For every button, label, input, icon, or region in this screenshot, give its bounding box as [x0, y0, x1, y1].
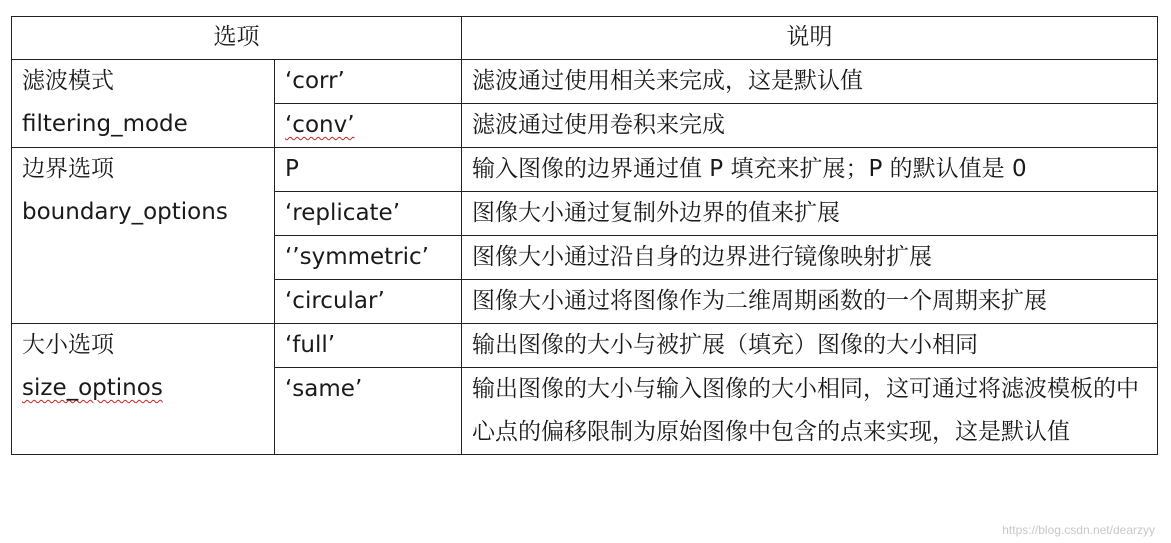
group-name-en: boundary_options — [22, 199, 228, 225]
option-description: 图像大小通过复制外边界的值来扩展 — [462, 192, 1158, 236]
option-description: 输入图像的边界通过值 P 填充来扩展；P 的默认值是 0 — [462, 148, 1158, 192]
option-value: ‘corr’ — [275, 60, 462, 104]
spellcheck-underlined-value: ‘conv’ — [285, 112, 355, 138]
option-description: 滤波通过使用卷积来完成 — [462, 104, 1158, 148]
option-description: 滤波通过使用相关来完成，这是默认值 — [462, 60, 1158, 104]
table-row — [12, 60, 1158, 104]
group-name-cn: 滤波模式 — [22, 68, 114, 94]
table-row — [12, 324, 1158, 368]
spellcheck-underlined-name: size_optinos — [22, 375, 163, 401]
option-value: ‘replicate’ — [275, 192, 462, 236]
group-filtering-mode — [12, 60, 275, 148]
option-description: 图像大小通过将图像作为二维周期函数的一个周期来扩展 — [462, 280, 1158, 324]
group-boundary-options — [12, 148, 275, 324]
table-header-row — [12, 17, 1158, 60]
header-option: 选项 — [12, 17, 462, 60]
group-name-cn: 边界选项 — [22, 156, 114, 182]
option-value: ‘circular’ — [275, 280, 462, 324]
option-value — [275, 104, 462, 148]
table-row — [12, 148, 1158, 192]
watermark: https://blog.csdn.net/dearzyy — [1002, 523, 1155, 537]
option-value: ‘same’ — [275, 368, 462, 455]
option-description: 输出图像的大小与被扩展（填充）图像的大小相同 — [462, 324, 1158, 368]
group-name-cn: 大小选项 — [22, 332, 114, 358]
group-size-options — [12, 324, 275, 455]
option-value: ‘’symmetric’ — [275, 236, 462, 280]
filter-options-table — [11, 16, 1158, 455]
group-name-en: filtering_mode — [22, 111, 188, 137]
header-description: 说明 — [462, 17, 1158, 60]
option-description: 输出图像的大小与输入图像的大小相同，这可通过将滤波模板的中心点的偏移限制为原始图像中包含的点来实现，这是默认值 — [462, 368, 1158, 455]
option-value: P — [275, 148, 462, 192]
option-value: ‘full’ — [275, 324, 462, 368]
group-name-en — [22, 367, 264, 410]
option-description: 图像大小通过沿自身的边界进行镜像映射扩展 — [462, 236, 1158, 280]
